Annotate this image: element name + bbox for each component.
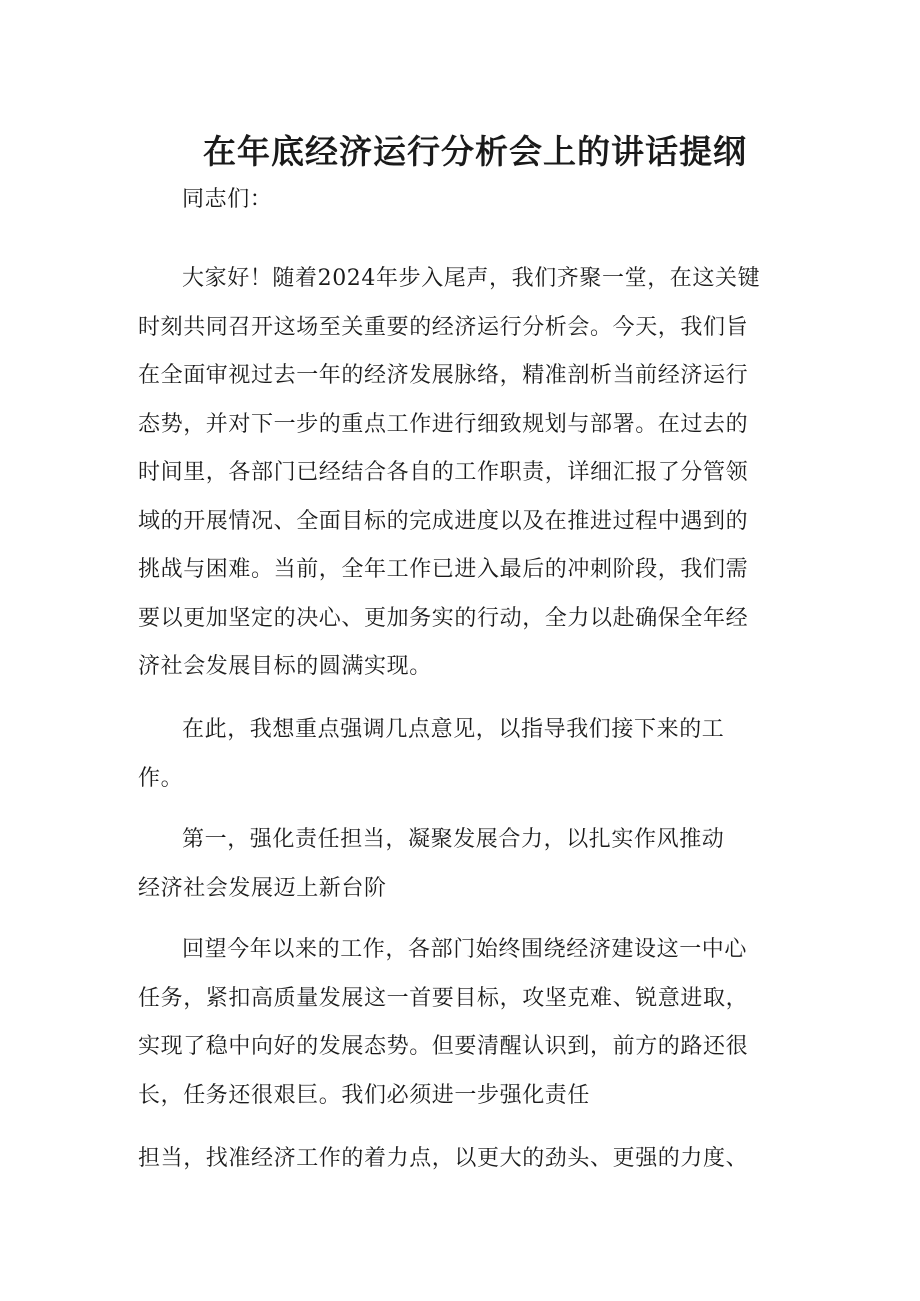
paragraph-line: 任务，紧扣高质量发展这一首要目标，攻坚克难、锐意进取， xyxy=(138,985,749,1011)
paragraph-line: 在此，我想重点强调几点意见，以指导我们接下来的工 xyxy=(182,717,725,742)
paragraph-line: 实现了稳中向好的发展态势。但要清醒认识到，前方的路还很 xyxy=(138,1034,749,1059)
paragraph-line: 大家好！随着2024年步入尾声，我们齐聚一堂，在这关键 xyxy=(182,266,761,291)
greeting xyxy=(138,176,778,225)
paragraph-line: 回望今年以来的工作，各部门始终围绕经济建设这一中心 xyxy=(182,937,748,962)
section-heading-first xyxy=(138,816,778,913)
paragraph-intro-points xyxy=(138,706,778,803)
document-title: 在年底经济运行分析会上的讲话提纲 xyxy=(203,132,747,171)
paragraph-line: 作。 xyxy=(138,765,184,791)
paragraph-line: 时刻共同召开这场至关重要的经济运行分析会。今天，我们旨 xyxy=(138,314,749,340)
paragraph-line: 长，任务还很艰巨。我们必须进一步强化责任 xyxy=(138,1082,591,1108)
paragraph-line: 第一，强化责任担当，凝聚发展合力，以扎实作风推动 xyxy=(182,827,725,852)
paragraph-line: 域的开展情况、全面目标的完成进度以及在推进过程中遇到的 xyxy=(138,508,749,534)
paragraph-line: 担当，找准经济工作的着力点，以更大的劲头、更强的力度、 xyxy=(138,1146,749,1171)
paragraph-line: 时间里，各部门已经结合各自的工作职责，详细汇报了分管领 xyxy=(138,460,749,485)
paragraph-line: 要以更加坚定的决心、更加务实的行动，全力以赴确保全年经 xyxy=(138,605,749,631)
paragraph-review xyxy=(138,926,778,1120)
paragraph-line: 态势，并对下一步的重点工作进行细致规划与部署。在过去的 xyxy=(138,411,749,437)
paragraph-line: 济社会发展目标的圆满实现。 xyxy=(138,654,432,679)
paragraph-continuation xyxy=(138,1135,778,1184)
paragraph-line: 挑战与困难。当前，全年工作已进入最后的冲刺阶段，我们需 xyxy=(138,557,749,582)
paragraph-opening xyxy=(138,255,778,692)
greeting-text: 同志们： xyxy=(182,187,273,212)
paragraph-line: 经济社会发展迈上新台阶 xyxy=(138,875,387,901)
paragraph-line: 在全面审视过去一年的经济发展脉络，精准剖析当前经济运行 xyxy=(138,363,749,388)
